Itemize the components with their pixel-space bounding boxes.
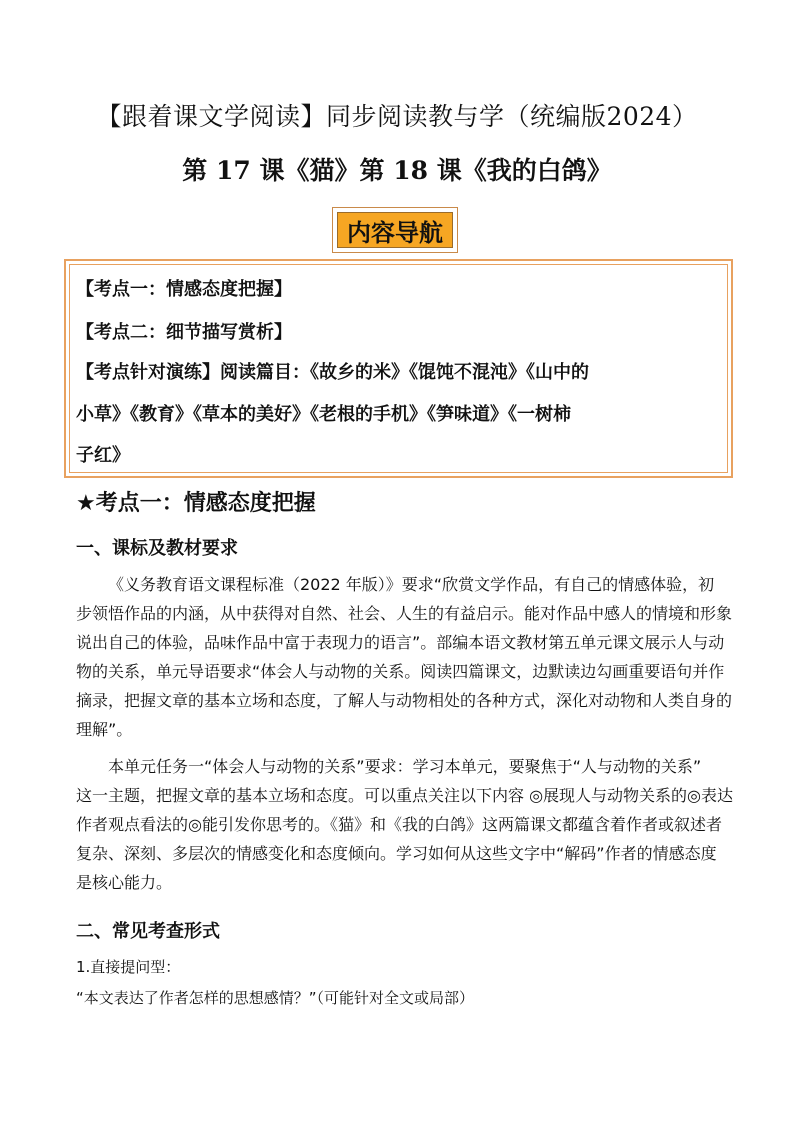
lesson-title: 第 17 课《猫》第 18 课《我的白鸽》 [182, 156, 612, 185]
nav-item-practice-cont2: 子红》 [76, 445, 130, 466]
paragraph-line: 步领悟作品的内涵，从中获得对自然、社会、人生的有益启示。能对作品中感人的情境和形象 [76, 604, 733, 623]
paragraph-line: 这一主题，把握文章的基本立场和态度。可以重点关注以下内容 ◎展现人与动物关系的◎表达 [76, 786, 734, 805]
paragraph-line: 《义务教育语文课程标准（2022 年版）》要求“欣赏文学作品，有自己的情感体验，初 [108, 575, 715, 594]
subheading-exam-forms: 二、常见考查形式 [76, 921, 220, 942]
paragraph-line: 本单元任务一“体会人与动物的关系”要求：学习本单元，要聚焦于“人与动物的关系” [108, 757, 702, 776]
paragraph-line: 说出自己的体验，品味作品中富于表现力的语言”。部编本语文教材第五单元课文展示人与动 [76, 633, 725, 652]
paragraph-line: 物的关系，单元导语要求“体会人与动物的关系。阅读四篇课文，边默读边勾画重要语句并作 [76, 662, 725, 681]
nav-item-practice: 【考点针对演练】阅读篇目：《故乡的米》《馄饨不混沌》《山中的 [76, 362, 589, 383]
exam-form-example: “本文表达了作者怎样的思想感情？”（可能针对全文或局部） [76, 989, 475, 1007]
nav-item-point-two: 【考点二：细节描写赏析】 [76, 322, 292, 343]
nav-item-practice-cont1: 小草》《教育》《草本的美好》《老根的手机》《笋味道》《一树柿 [76, 404, 571, 425]
nav-item-point-one: 【考点一：情感态度把握】 [76, 279, 292, 300]
paragraph-line: 摘录，把握文章的基本立场和态度，了解人与动物相处的各种方式，深化对动物和人类自身的 [76, 691, 733, 710]
paragraph-line: 是核心能力。 [76, 873, 173, 892]
exam-form-item-1: 1.直接提问型： [76, 958, 181, 976]
paragraph-line: 作者观点看法的◎能引发你思考的。《猫》和《我的白鸽》这两篇课文都蕴含着作者或叙述者 [76, 815, 722, 834]
document-title: 【跟着课文学阅读】同步阅读教与学（统编版2024） [96, 102, 698, 131]
paragraph-line: 理解”。 [76, 720, 133, 739]
paragraph-unit-task [76, 752, 734, 897]
content-nav-badge [332, 207, 458, 253]
content-nav-label: 内容导航 [337, 212, 453, 248]
paragraph-line: 复杂、深刻、多层次的情感变化和态度倾向。学习如何从这些文字中“解码”作者的情感态度 [76, 844, 717, 863]
section-title: ★考点一：情感态度把握 [76, 491, 316, 516]
subheading-curriculum: 一、课标及教材要求 [76, 538, 238, 559]
paragraph-curriculum [76, 570, 733, 744]
